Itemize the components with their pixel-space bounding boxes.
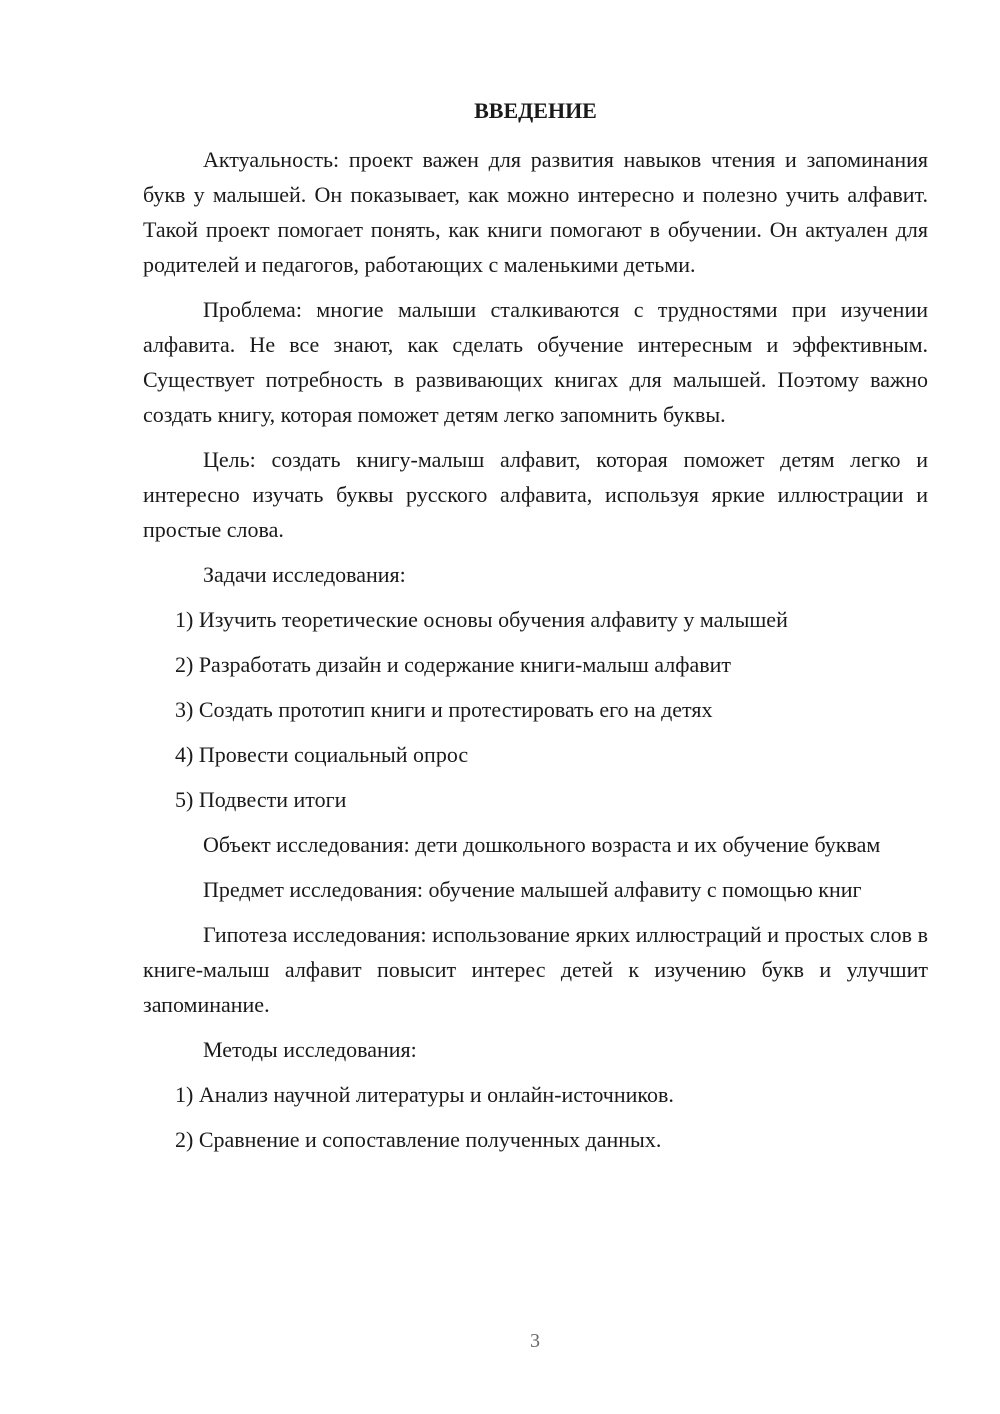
problem-paragraph: Проблема: многие малыши сталкиваются с трудностями при изучении алфавита. Не все знают, как сделать обучение интересным и эффективным. Существует потребность в развивающих книгах для малышей. Поэтому важно создать книгу, которая поможет детям легко запомнить буквы. <box>143 297 928 427</box>
goal-paragraph: Цель: создать книгу-малыш алфавит, которая поможет детям легко и интересно изучать буквы русского алфавита, используя яркие иллюстрации и простые слова. <box>143 447 928 542</box>
task-item: 3) Создать прототип книги и протестировать его на детях <box>175 697 713 722</box>
subject-paragraph: Предмет исследования: обучение малышей алфавиту с помощью книг <box>203 877 862 902</box>
page-content <box>143 142 928 1167</box>
task-item: 1) Изучить теоретические основы обучения алфавиту у малышей <box>175 607 788 632</box>
tasks-label: Задачи исследования: <box>203 562 406 587</box>
method-item: 1) Анализ научной литературы и онлайн-источников. <box>175 1082 674 1107</box>
page-title: ВВЕДЕНИЕ <box>474 98 597 123</box>
object-paragraph: Объект исследования: дети дошкольного возраста и их обучение буквам <box>203 832 881 857</box>
methods-label: Методы исследования: <box>203 1037 417 1062</box>
page-number: 3 <box>530 1330 540 1352</box>
tasks-list <box>143 602 928 817</box>
methods-list <box>143 1077 928 1157</box>
task-item: 2) Разработать дизайн и содержание книги-малыш алфавит <box>175 652 732 677</box>
task-item: 4) Провести социальный опрос <box>175 742 469 767</box>
method-item: 2) Сравнение и сопоставление полученных данных. <box>175 1127 662 1152</box>
relevance-paragraph: Актуальность: проект важен для развития навыков чтения и запоминания букв у малышей. Он показывает, как можно интересно и полезно учить алфавит. Такой проект помогает понять, как книги помогают в обучении. Он актуален для родителей и педагогов, работающих с маленькими детьми. <box>143 147 928 277</box>
task-item: 5) Подвести итоги <box>175 787 347 812</box>
hypothesis-paragraph: Гипотеза исследования: использование ярких иллюстраций и простых слов в книге-малыш алфавит повысит интерес детей к изучению букв и улучшит запоминание. <box>143 922 928 1017</box>
